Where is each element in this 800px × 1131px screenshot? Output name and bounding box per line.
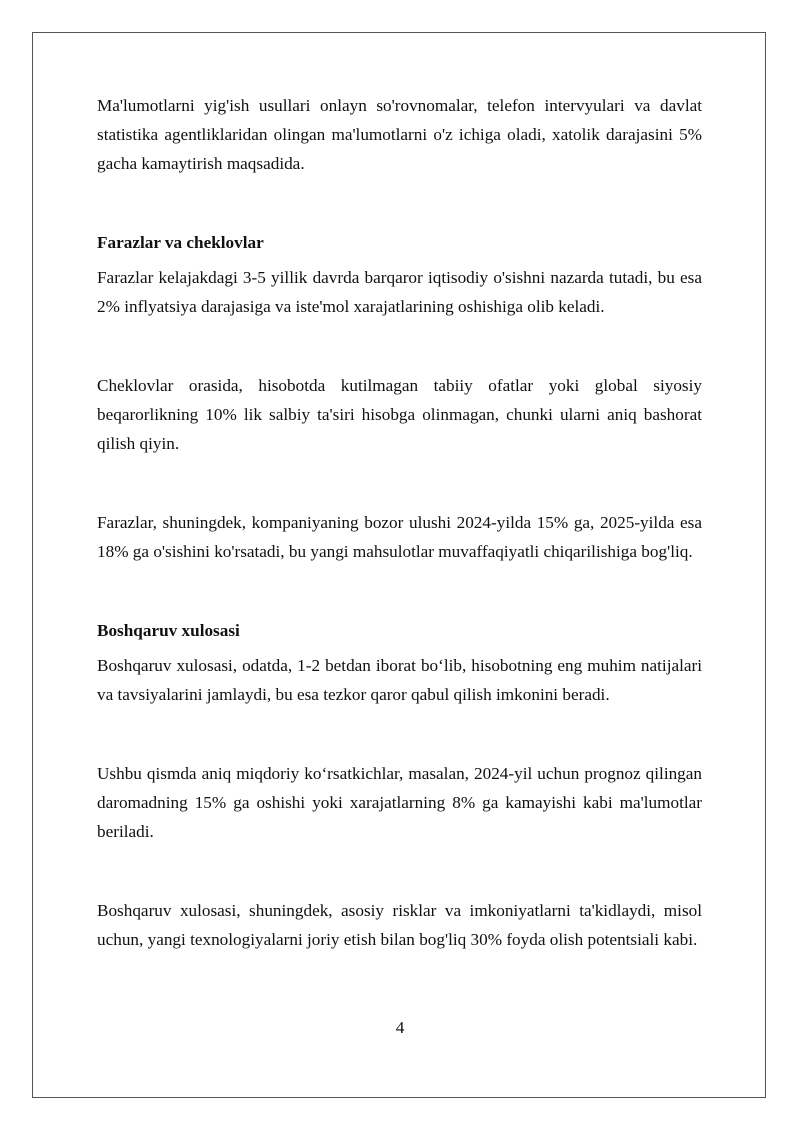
paragraph-summary-overview: Boshqaruv xulosasi, odatda, 1-2 betdan iborat bo‘lib, hisobotning eng muhim natijalari va tavsiyalarini jamlaydi, bu esa tezkor qaror qabul qilish imkonini beradi. (97, 656, 702, 704)
paragraph-assumptions-growth: Farazlar kelajakdagi 3-5 yillik davrda barqaror iqtisodiy o'sishni nazarda tutadi, bu esa 2% inflyatsiya darajasiga va iste'mol xarajatlarining oshishiga olib keladi. (97, 268, 702, 316)
section-heading-assumptions: Farazlar va cheklovlar (97, 233, 264, 252)
document-body (97, 91, 702, 954)
paragraph-market-share: Farazlar, shuningdek, kompaniyaning bozor ulushi 2024-yilda 15% ga, 2025-yilda esa 18% ga o'sishini ko'rsatadi, bu yangi mahsulotlar muvaffaqiyatli chiqarilishiga bog'liq. (97, 513, 702, 561)
paragraph-data-collection: Ma'lumotlarni yig'ish usullari onlayn so'rovnomalar, telefon intervyulari va davlat statistika agentliklaridan olingan ma'lumotlarni o'z ichiga oladi, xatolik darajasini 5% gacha kamaytirish maqsadida. (97, 96, 702, 173)
paragraph-summary-metrics: Ushbu qismda aniq miqdoriy ko‘rsatkichlar, masalan, 2024-yil uchun prognoz qilingan daromadning 15% ga oshishi yoki xarajatlarning 8% ga kamayishi kabi ma'lumotlar beriladi. (97, 764, 702, 841)
section-heading-executive-summary: Boshqaruv xulosasi (97, 621, 240, 640)
page-number: 4 (395, 1018, 405, 1037)
paragraph-limitations: Cheklovlar orasida, hisobotda kutilmagan tabiiy ofatlar yoki global siyosiy beqarorlikning 10% lik salbiy ta'siri hisobga olinmagan, chunki ularni aniq bashorat qilish qiyin. (97, 376, 702, 453)
paragraph-summary-risks: Boshqaruv xulosasi, shuningdek, asosiy risklar va imkoniyatlarni ta'kidlaydi, misol uchun, yangi texnologiyalarni joriy etish bilan bog'liq 30% foyda olish potentsiali kabi. (97, 901, 702, 949)
